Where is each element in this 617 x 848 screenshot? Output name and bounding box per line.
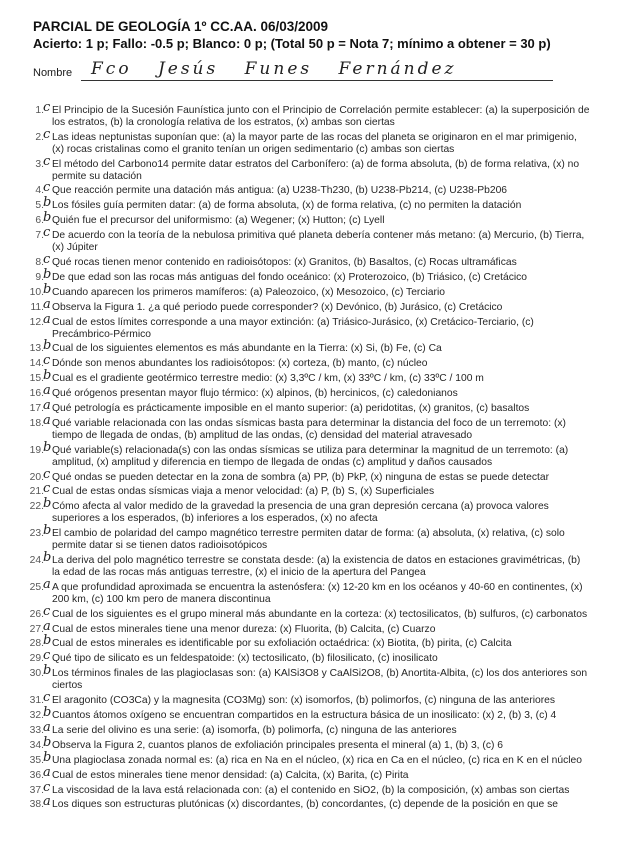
question-item (28, 383, 590, 400)
question-number: 6. (35, 215, 44, 227)
handwritten-answer: b (43, 368, 52, 384)
handwritten-answer: b (43, 749, 52, 765)
handwritten-answer: b (43, 734, 52, 750)
question-item (28, 764, 590, 782)
question-number: 4. (35, 185, 44, 197)
question-text: Cómo afecta al valor medido de la gravedad la presencia de una gran depresión cercana (a) provoca valores superiores a los esperados, (b) inferiores a los esperados, (x) no afecta (52, 501, 549, 525)
question-text: Cual de los siguientes es el grupo mineral más abundante en la corteza: (x) tectosilicatos, (b) sulfuros, (c) carbonatos (52, 608, 588, 620)
question-item (28, 779, 590, 797)
question-item (28, 126, 590, 156)
question-text: Cual de los siguientes elementos es más abundante en la Tierra: (x) Si, (b) Fe, (c) Ca (52, 343, 442, 355)
question-text: Los fósiles guía permiten datar: (a) de forma absoluta, (x) de forma relativa, (c) no permiten la datación (52, 200, 522, 212)
question-number: 30. (29, 668, 44, 680)
question-number: 19. (29, 444, 44, 456)
handwritten-answer: b (43, 523, 52, 539)
handwritten-answer: b (43, 704, 52, 720)
question-number: 18. (29, 417, 44, 429)
handwritten-answer: a (43, 412, 51, 428)
question-text: Qué variable(s) relacionada(s) con las ondas sísmicas se utiliza para determinar la magnitud de un terremoto: (a) amplitud, (x) amplitud y diferencia en tiempo de llegada de ondas (c) amplitud y daños causados (52, 444, 569, 468)
question-number: 34. (29, 739, 44, 751)
question-text: Cual es el gradiente geotérmico terrestre medio: (x) 3,3ºC / km, (x) 33ºC / km, (c) 33ºC / 100 m (52, 373, 484, 385)
question-text: De acuerdo con la teoría de la nebulosa primitiva qué planeta debería contener más metano: (a) Mercurio, (b) Tierra, (x) Júpiter (52, 230, 585, 254)
question-item (28, 368, 590, 385)
handwritten-answer: b (43, 550, 52, 565)
handwritten-answer: c (43, 603, 51, 619)
question-number: 36. (29, 769, 44, 781)
question-number: 22. (29, 501, 44, 513)
question-text: Dónde son menos abundantes los radioisótopos: (x) corteza, (b) manto, (c) núcleo (52, 358, 428, 370)
question-number: 17. (29, 403, 44, 415)
question-item (28, 749, 590, 767)
question-text: Cual de estos límites corresponde a una mayor extinción: (a) Triásico-Jurásico, (x) Cretácico-Terciario, (c) Precámbrico-Pérmico (52, 316, 534, 340)
question-text: Quién fue el precursor del uniformismo: (a) Wegener; (x) Hutton; (c) Lyell (52, 215, 385, 227)
question-item (28, 281, 590, 299)
question-item (28, 180, 590, 197)
question-number: 13. (29, 343, 44, 355)
handwritten-answer: a (43, 764, 51, 780)
question-number: 14. (29, 358, 44, 370)
question-item (28, 550, 590, 579)
handwritten-answer: c (43, 779, 51, 795)
question-text: La deriva del polo magnético terrestre se constata desde: (a) la existencia de datos en estaciones gravimétricas, (b) la edad de las rocas más antiguas terrestre, (x) el inicio de la apertura del Pangea (52, 555, 581, 578)
handwritten-answer: c (43, 126, 51, 142)
question-text: Observa la Figura 1. ¿a qué periodo puede corresponder? (x) Devónico, (b) Jurásico, (c) Cretácico (52, 301, 503, 313)
question-text: Cual de estos minerales tiene una menor dureza: (x) Fluorita, (b) Calcita, (c) Cuarzo (52, 623, 436, 635)
question-item (28, 210, 590, 227)
question-item (28, 195, 590, 212)
handwritten-answer: c (43, 153, 51, 169)
handwritten-answer: c (43, 466, 51, 482)
handwritten-answer: b (43, 496, 52, 512)
question-item (28, 353, 590, 370)
question-text: Una plagioclasa zonada normal es: (a) rica en Na en el núcleo, (x) rica en Ca en el núcleo, (c) rica en K en el núcleo (52, 754, 582, 766)
name-label: Nombre (33, 67, 73, 79)
handwritten-answer: c (43, 100, 51, 115)
question-number: 8. (35, 256, 44, 268)
question-number: 2. (35, 131, 44, 143)
question-text: Observa la Figura 2, cuantos planos de exfoliación principales presenta el mineral (a) 1, (b) 3, (c) 6 (52, 739, 503, 751)
question-number: 5. (35, 200, 44, 212)
question-item (28, 311, 590, 341)
question-item (28, 576, 590, 606)
question-number: 35. (29, 754, 44, 766)
question-number: 29. (29, 653, 44, 665)
question-number: 31. (29, 695, 44, 707)
question-item (28, 439, 590, 469)
handwritten-answer: a (43, 311, 51, 327)
question-text: El método del Carbono14 permite datar estratos del Carbonífero: (a) de forma absoluta, (b) de forma relativa, (x) no permite su datación (52, 158, 580, 182)
question-number: 26. (29, 608, 44, 620)
handwritten-answer: b (43, 439, 52, 455)
question-number: 15. (29, 373, 44, 385)
question-text: Cual de estos minerales tiene menor densidad: (a) Calcita, (x) Barita, (c) Pirita (52, 769, 409, 781)
handwritten-answer: b (43, 633, 52, 649)
question-number: 20. (29, 471, 44, 483)
question-item (28, 794, 590, 811)
question-text: La viscosidad de la lava está relacionada con: (a) el contenido en SiO2, (b) la composición, (x) ambas son ciertas (52, 784, 570, 796)
question-item (28, 225, 590, 254)
question-number: 28. (29, 638, 44, 650)
question-list (28, 100, 590, 814)
handwritten-answer: c (43, 180, 51, 196)
handwritten-answer: c (43, 353, 51, 369)
name-field (33, 60, 553, 82)
question-number: 11. (30, 301, 44, 313)
handwritten-answer: c (43, 225, 51, 241)
question-item (28, 734, 590, 752)
question-item (28, 266, 590, 284)
question-item (28, 296, 590, 314)
question-number: 16. (29, 388, 44, 400)
question-item (28, 398, 590, 415)
handwritten-answer: b (43, 195, 52, 211)
question-item (28, 100, 590, 129)
question-item (28, 153, 590, 183)
handwritten-answer: a (43, 296, 51, 312)
question-number: 12. (29, 316, 44, 328)
handwritten-answer: c (43, 481, 51, 497)
question-item (28, 603, 590, 621)
question-item (28, 338, 590, 355)
handwritten-answer: a (43, 383, 51, 399)
question-text: El aragonito (CO3Ca) y la magnesita (CO3Mg) son: (x) isomorfos, (b) polimorfos, (c) ninguna de las anteriores (52, 695, 556, 707)
question-number: 9. (35, 271, 44, 283)
handwritten-answer: c (43, 648, 51, 664)
question-item (28, 251, 590, 269)
question-number: 24. (29, 555, 44, 566)
question-text: Cual de estas ondas sísmicas viaja a menor velocidad: (a) P, (b) S, (x) Superficiales (52, 486, 435, 498)
question-text: Que reacción permite una datación más antigua: (a) U238-Th230, (b) U238-Pb214, (c) U238-Pb206 (52, 185, 508, 197)
question-number: 25. (29, 581, 44, 593)
question-number: 27. (29, 623, 44, 635)
question-item (28, 648, 590, 665)
handwritten-answer: c (43, 690, 51, 706)
handwritten-answer: b (43, 663, 52, 679)
handwritten-answer: a (43, 618, 51, 634)
question-item (28, 690, 590, 707)
question-number: 37. (29, 784, 44, 796)
handwritten-answer: b (43, 210, 52, 226)
question-number: 23. (29, 528, 44, 540)
handwritten-answer: a (43, 398, 51, 414)
question-text: Las ideas neptunistas suponían que: (a) la mayor parte de las rocas del planeta se originaron en el mar primigenio, (x) rocas cristalinas como el granito tenían un origen sedimentario (c) ambas son ciertas (52, 131, 577, 155)
question-item (28, 481, 590, 498)
question-text: Cuando aparecen los primeros mamíferos: (a) Paleozoico, (x) Mesozoico, (c) Terciario (52, 286, 445, 298)
question-item (28, 496, 590, 525)
question-text: Cuantos átomos oxígeno se encuentran compartidos en la estructura básica de un inosilicato: (x) 2, (b) 3, (c) 4 (52, 709, 557, 721)
handwritten-answer: a (43, 576, 51, 592)
question-text: Qué variable relacionada con las ondas sísmicas basta para determinar la distancia del foco de un terremoto: (x) tiempo de llegada de ondas, (b) amplitud de las ondas, (c) densidad del material atravesado (52, 417, 566, 441)
question-text: La serie del olivino es una serie: (a) isomorfa, (b) polimorfa, (c) ninguna de las anteriores (52, 724, 457, 736)
scoring-rules: Acierto: 1 p; Fallo: -0.5 p; Blanco: 0 p; (Total 50 p = Nota 7; mínimo a obtener = 30 p) (33, 36, 551, 51)
question-text: A que profundidad aproximada se encuentra la astenósfera: (x) 12-20 km en los océanos y 40-60 en continentes, (x) 200 km, (c) 100 km pero de manera discontinua (52, 581, 583, 605)
question-number: 33. (29, 724, 44, 736)
handwritten-answer: a (43, 794, 51, 810)
question-number: 32. (29, 709, 44, 721)
handwritten-answer: b (43, 281, 52, 297)
question-text: El cambio de polaridad del campo magnético terrestre permiten datar de forma: (a) absoluta, (x) relativa, (c) solo permite datar si se tienen datos radioisotópicos (52, 528, 565, 552)
question-text: Qué rocas tienen menor contenido en radioisótopos: (x) Granitos, (b) Basaltos, (c) Rocas ultramáficas (52, 256, 517, 268)
handwritten-name: Fco Jesús Funes Fernández (91, 59, 457, 79)
question-text: De que edad son las rocas más antiguas del fondo oceánico: (x) Proterozoico, (b) Triásico, (c) Cretácico (52, 271, 528, 283)
question-text: Los términos finales de las plagioclasas son: (a) KAlSi3O8 y CaAlSi2O8, (b) Anortita-Albita, (c) los dos anteriores son ciertos (52, 668, 588, 692)
question-text: Qué orógenos presentan mayor flujo térmico: (x) alpinos, (b) hercinicos, (c) caledonianos (52, 388, 458, 400)
handwritten-answer: b (43, 338, 52, 354)
question-text: El Principio de la Sucesión Faunística junto con el Principio de Correlación permite establecer: (a) la superposición de los estratos, (b) la cronología relativa de los estratos, (x) ambas son ciertas (52, 105, 590, 128)
question-item (28, 466, 590, 484)
question-item (28, 719, 590, 737)
handwritten-answer: c (43, 251, 51, 267)
handwritten-answer: b (43, 266, 52, 282)
question-item (28, 663, 590, 692)
handwritten-answer: a (43, 719, 51, 735)
question-number: 7. (35, 230, 44, 242)
name-underline (81, 80, 553, 81)
question-number: 10. (29, 286, 44, 298)
question-text: Qué tipo de silicato es un feldespatoide: (x) tectosilicato, (b) filosilicato, (c) inosilicato (52, 653, 438, 665)
question-number: 3. (35, 158, 44, 170)
question-text: Los diques son estructuras plutónicas (x) discordantes, (b) concordantes, (c) depende de la posición en que se (52, 799, 558, 811)
question-item (28, 412, 590, 442)
question-item (28, 633, 590, 650)
question-number: 1. (35, 105, 44, 116)
question-item (28, 704, 590, 722)
question-item (28, 523, 590, 552)
question-text: Cual de estos minerales es identificable por su exfoliación octaédrica: (x) Biotita, (b) pirita, (c) Calcita (52, 638, 512, 650)
question-number: 21. (29, 486, 44, 498)
question-item (28, 618, 590, 636)
question-text: Qué petrología es prácticamente imposible en el manto superior: (a) peridotitas, (x) granitos, (c) basaltos (52, 403, 530, 415)
question-text: Qué ondas se pueden detectar en la zona de sombra (a) PP, (b) PkP, (x) ninguna de estas se puede detectar (52, 471, 550, 483)
question-number: 38. (29, 799, 44, 811)
exam-title: PARCIAL DE GEOLOGÍA 1º CC.AA. 06/03/2009 (33, 19, 329, 34)
